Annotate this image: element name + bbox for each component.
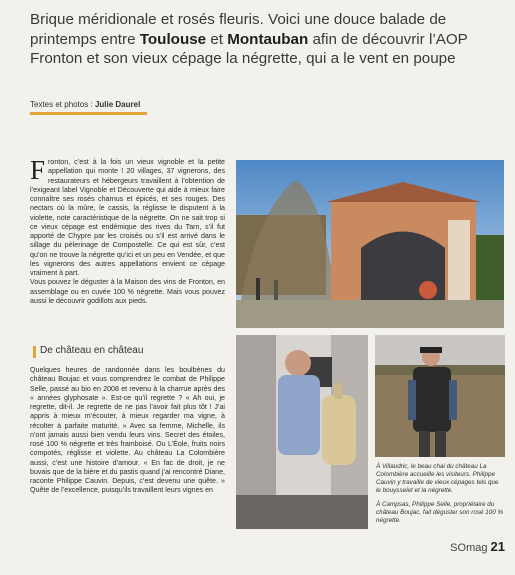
- magazine-brand: SOmag: [450, 542, 488, 554]
- photo-chateau: [236, 160, 504, 328]
- credits-author: Julie Daurel: [94, 100, 141, 109]
- section-marker: [33, 346, 36, 358]
- drop-cap: F: [30, 155, 46, 185]
- credits-underline: [30, 112, 147, 115]
- credits-label: Textes et photos :: [30, 100, 95, 109]
- intro-paragraph: ronton, c’est à la fois un vieux vignoble et la petite appellation qui monte ! 20 villages, 37 vignerons, des restaurateurs et hébergeurs travaillent à l’obtention de l’exigeant label Vignoble et Découverte qui aide à mieux faire connaître ses rosés charnus et épicés, et ses rouges. Des nectars où la mûre, le cassis, la réglisse le disputent à la violette, note caractéristique de la négrette. On ne sait trop si ce vieux cépage est endémique des rives du Tarn, s’il fut apporté de Chypre par les croisés ou s’il est arrivé dans le sillage du pèlerinage de Compostelle. Ce qui est sûr, c’est qu’on ne trouve la négrette qu’ici et un peu en Vendée, et que les vignerons des autres appellations envient ce cépage vraiment à part.: [30, 158, 225, 277]
- intro-paragraph-2: Vous pouvez le déguster à la Maison des vins de Fronton, en assemblage ou en cuvée 100 % négrette. Mais vous pouvez aussi le découvrir godillots aux pieds.: [30, 278, 225, 305]
- section-column: [30, 366, 225, 496]
- intro-column: [30, 155, 225, 306]
- photo-philippe-selle: [236, 335, 368, 529]
- author-credits: [30, 100, 140, 109]
- headline-city-montauban: Montauban: [227, 30, 309, 48]
- page-footer: [450, 539, 505, 554]
- section-title: De château en château: [40, 345, 144, 356]
- page-number: 21: [490, 539, 505, 554]
- photo-philippe-cauvin: [375, 335, 505, 457]
- photo-captions: [376, 463, 504, 531]
- headline-text: afin de découvrir l’AOP Fronton et son vieux cépage la négrette, qui a le vent en poupe: [30, 30, 468, 67]
- headline-text: Brique méridionale et rosés fleuris. Voici une douce balade de printemps entre: [30, 11, 447, 48]
- caption-chateau: À Villaudric, le beau chai du château La Colombière accueille les visiteurs. Philippe Cauvin y travaille de vieux cépages tels que le bouysselet et la négrette.: [376, 463, 499, 494]
- headline-text: et: [206, 30, 228, 48]
- caption-selle: À Campsas, Philippe Selle, propriétaire du château Boujac, fait déguster son rosé 100 % négrette.: [376, 501, 504, 524]
- headline-city-toulouse: Toulouse: [139, 30, 207, 48]
- article-headline: [30, 10, 500, 69]
- section-paragraph: Quelques heures de randonnée dans les boulbènes du château Boujac et vous comprendrez le combat de Philippe Selle, passé au bio en 2008 et revenu à la charrue après des « années glyphosate ». Est-ce qu’il regrette ? « Ah oui, je regrette, dit-il. Je regrette de ne pas l’avoir fait plus tôt ! J’ai appris à mieux m’écouter, à mieux regarder ma vigne, à récolter à parfaite maturité. » Avec sa femme, Michelle, ils n’ont jamais aussi bien vendu leurs vins. Secret des étoiles, rosé 100 % négrette et très framboisé. Ou L’Éole, fruits noirs compotés, réglisse et violette. Au château La Colombière aussi, c’est une histoire d’amour. « En fac de droit, je ne buvais que de la bière et du pastis quand j’ai rencontré Diane, raconte Philippe Cauvin. Depuis, c’est devenu une quête. » Quête de l’excellence, puisqu’ils travaillent leurs vignes en: [30, 366, 225, 495]
